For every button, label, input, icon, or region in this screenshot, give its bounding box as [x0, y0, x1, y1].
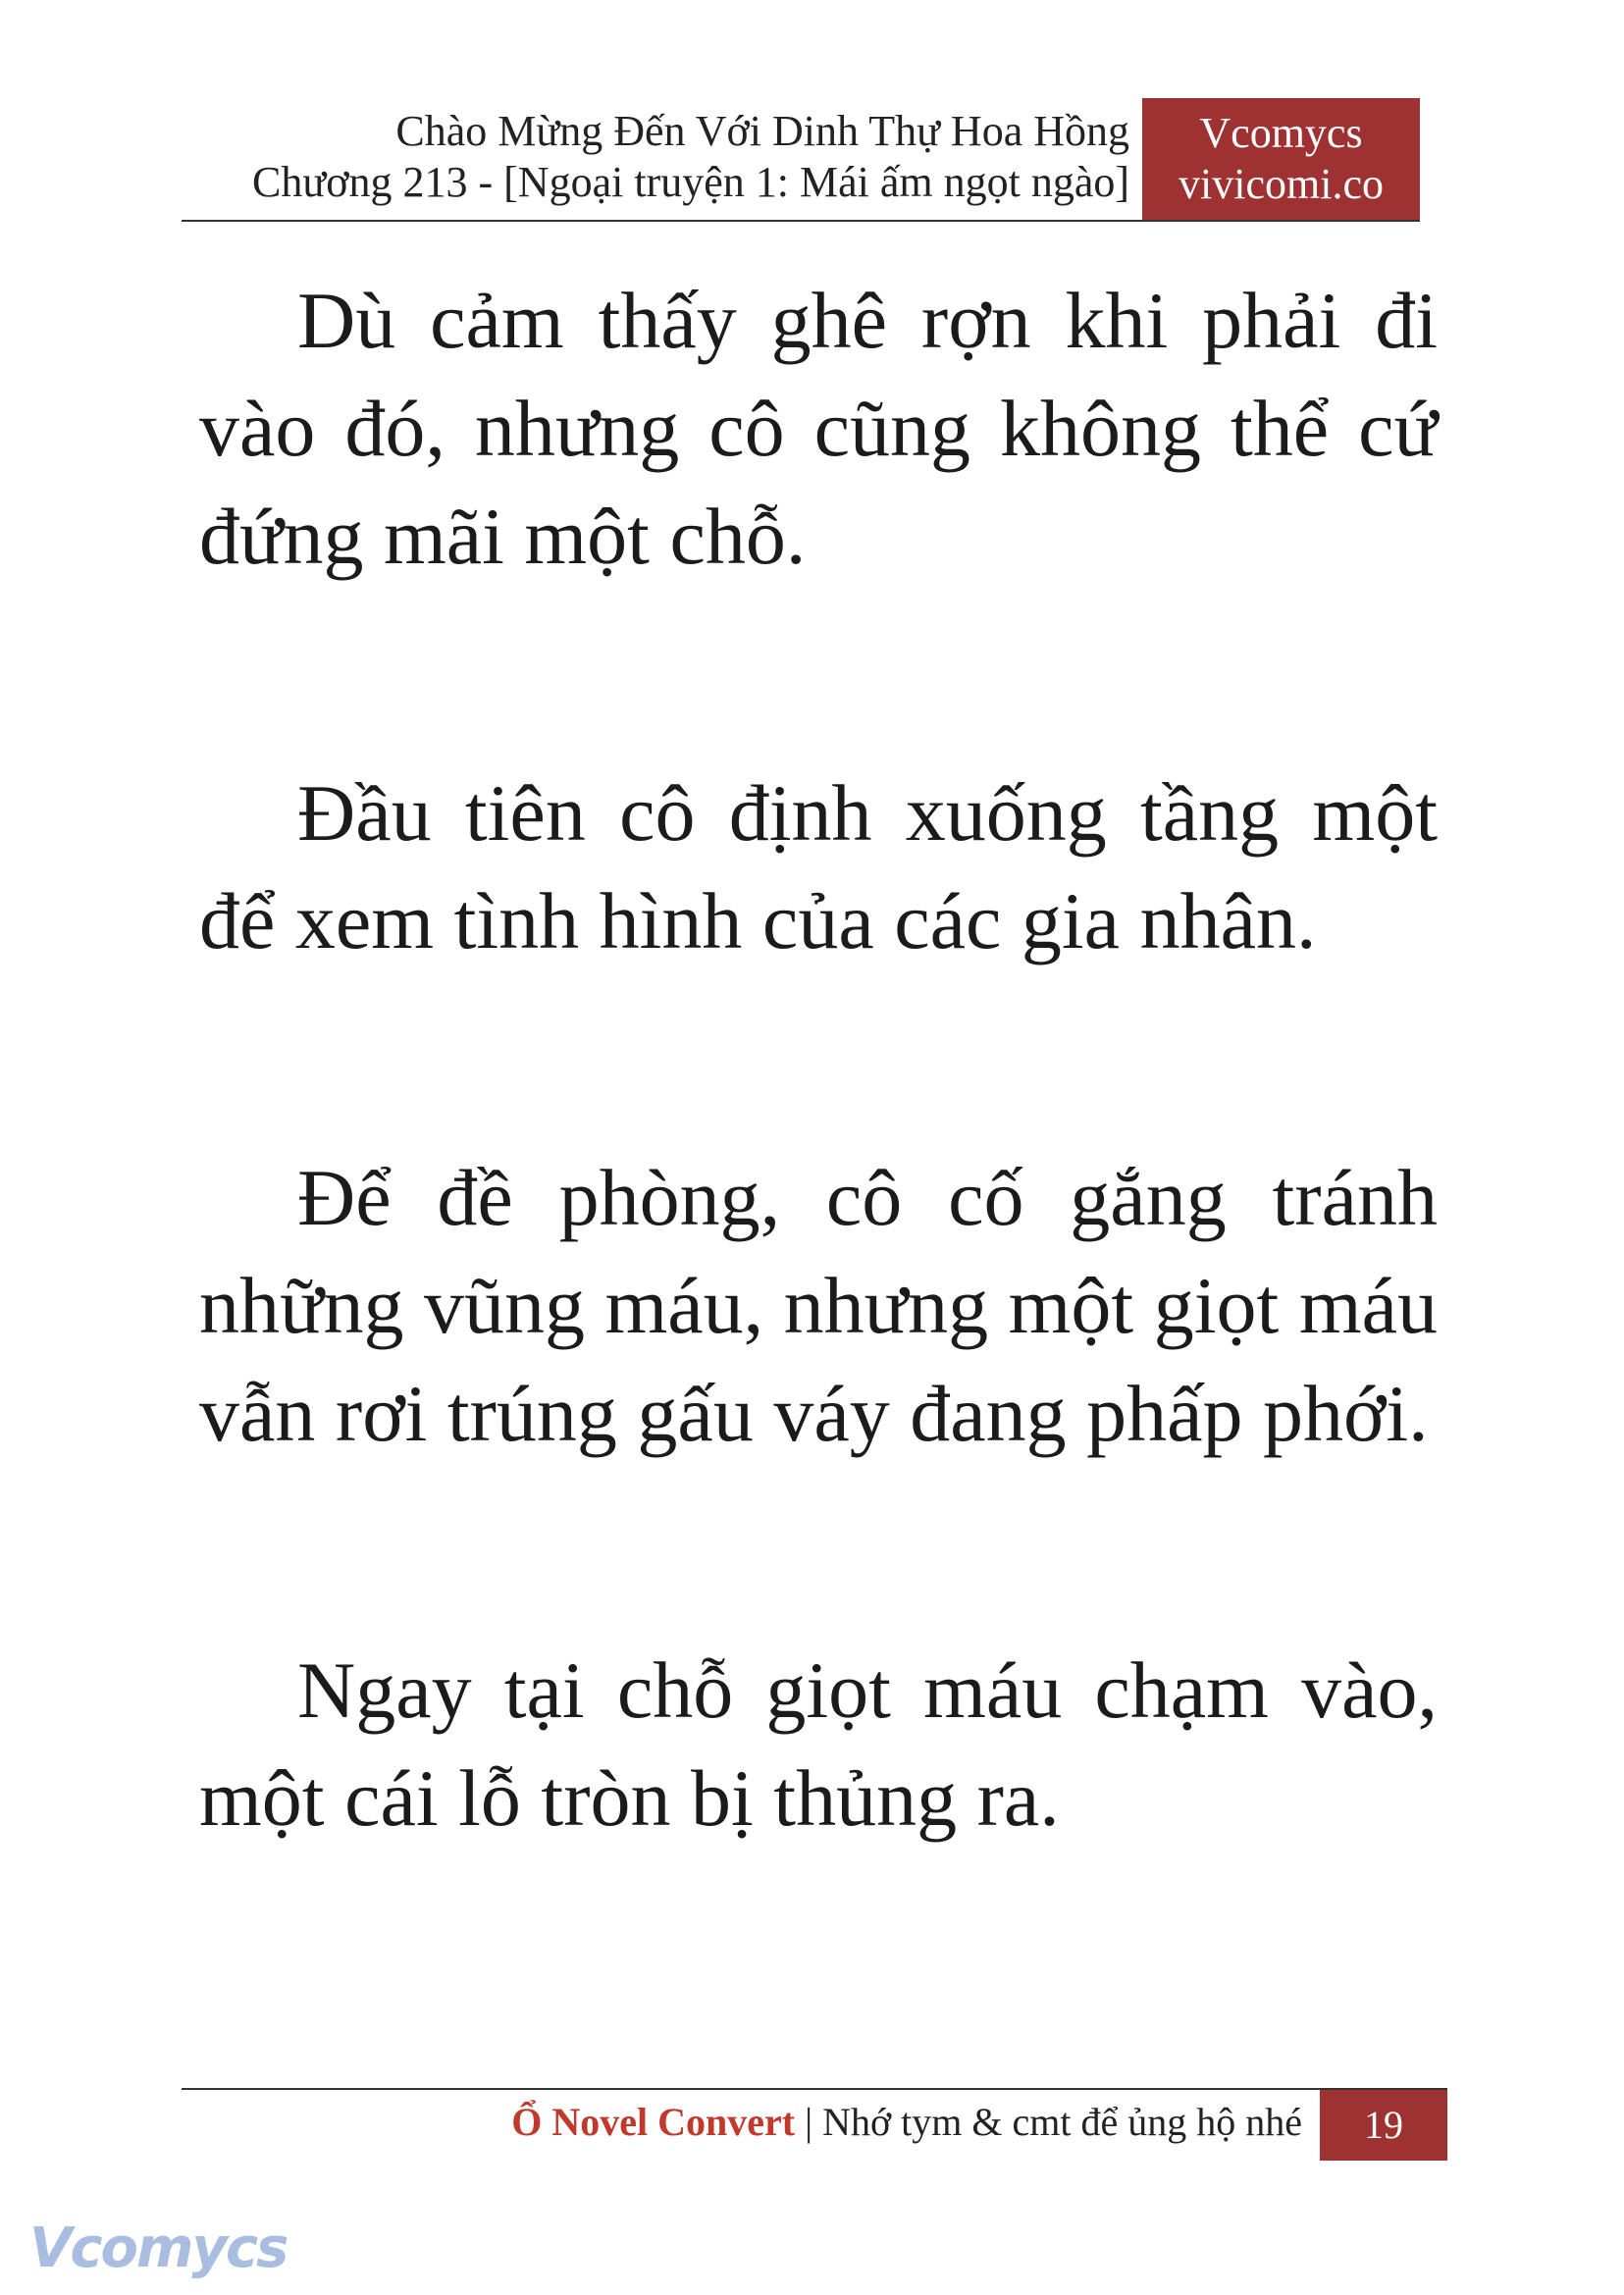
- paragraph-3: Để đề phòng, cô cố gắng tránh những vũng máu, nhưng một giọt máu vẫn rơi trúng gấu váy đang phấp phới.: [199, 1153, 1438, 1458]
- watermark-text: Vcomycs: [29, 2217, 288, 2280]
- brand-site: vivicomi.co: [1179, 160, 1384, 208]
- paragraph-4: Ngay tại chỗ giọt máu chạm vào, một cái lỗ tròn bị thủng ra.: [199, 1645, 1438, 1843]
- brand-name: Vcomycs: [1199, 109, 1363, 157]
- footer-message: Nhớ tym & cmt để ủng hộ nhé: [822, 2100, 1302, 2144]
- page-number: 19: [1320, 2090, 1447, 2161]
- chapter-title: Chương 213 - [Ngoại truyện 1: Mái ấm ngọt ngào]: [252, 158, 1129, 206]
- page-header: [182, 98, 1420, 222]
- footer-text: [511, 2096, 1302, 2149]
- page-footer: [182, 2088, 1447, 2155]
- paragraph-1: Dù cảm thấy ghê rợn khi phải đi vào đó, nhưng cô cũng không thể cứ đứng mãi một chỗ.: [199, 276, 1438, 581]
- header-titles: [252, 106, 1129, 208]
- footer-brand: Ổ Novel Convert: [511, 2100, 796, 2144]
- book-title: Chào Mừng Đến Với Dinh Thự Hoa Hồng: [395, 107, 1129, 155]
- footer-separator: |: [795, 2100, 823, 2144]
- paragraph-2: Đầu tiên cô định xuống tầng một để xem tình hình của các gia nhân.: [199, 768, 1438, 965]
- watermark-logo: [27, 2216, 288, 2280]
- brand-box: [1142, 98, 1420, 220]
- chapter-body: [199, 267, 1438, 1852]
